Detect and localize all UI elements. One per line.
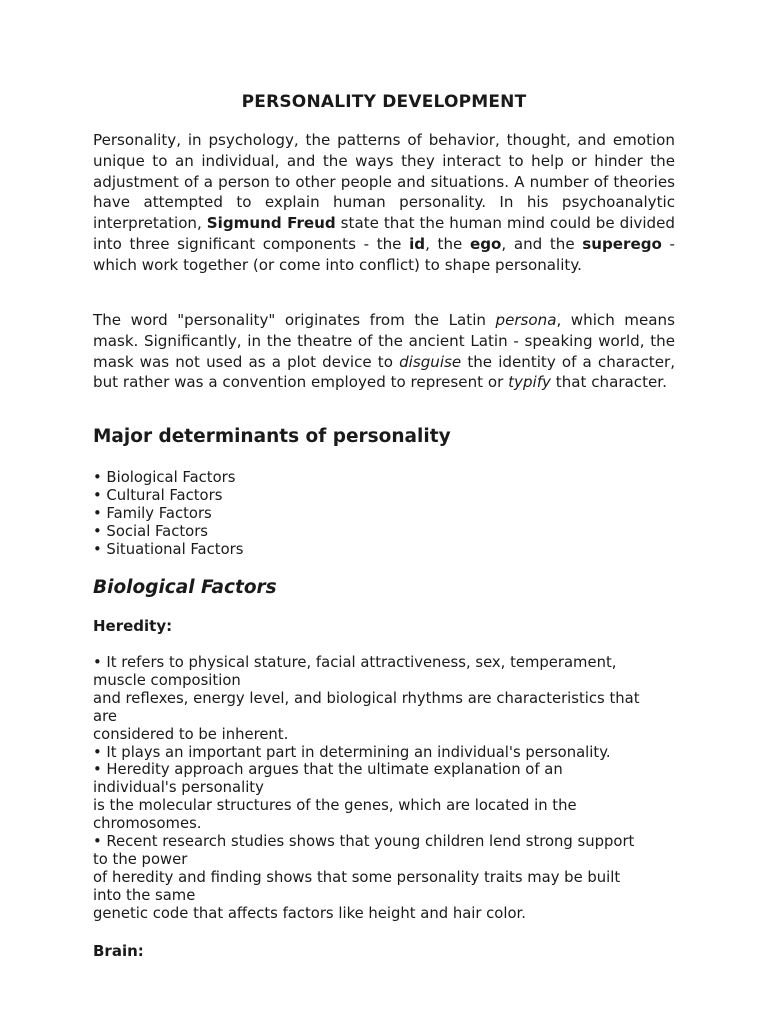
biological-factors-heading: Biological Factors	[93, 577, 277, 598]
text-line: considered to be inherent.	[93, 725, 289, 743]
page-title: PERSONALITY DEVELOPMENT	[241, 92, 527, 112]
term-persona: persona	[495, 311, 557, 329]
term-id: id	[409, 234, 426, 253]
intro-text-2: state that the human mind could be divided into three significant components - the	[93, 214, 675, 253]
term-ego: ego	[469, 234, 502, 253]
list-item: • Biological Factors	[93, 469, 236, 486]
heredity-heading: Heredity:	[93, 617, 173, 635]
text-line: genetic code that affects factors like height and hair color.	[93, 904, 526, 922]
text-line: individual's personality	[93, 779, 264, 797]
text-line: and reflexes, energy level, and biological rhythms are characteristics that	[93, 689, 640, 707]
determinants-heading: Major determinants of personality	[93, 426, 451, 447]
term-superego: superego	[582, 234, 662, 253]
intro-paragraph	[93, 130, 675, 276]
heredity-text	[93, 654, 693, 923]
text-line: • Recent research studies shows that young children lend strong support	[93, 833, 635, 851]
text-line: • Heredity approach argues that the ultimate explanation of an	[93, 761, 563, 779]
list-item: • Situational Factors	[93, 541, 244, 558]
text-line: of heredity and finding shows that some personality traits may be built	[93, 868, 621, 886]
intro-text-3: , the	[425, 234, 470, 253]
list-item: • Family Factors	[93, 505, 212, 522]
term-typify: typify	[508, 373, 551, 392]
origin-paragraph	[93, 310, 675, 393]
term-disguise: disguise	[399, 352, 462, 371]
text-line: • It refers to physical stature, facial attractiveness, sex, temperament,	[93, 654, 617, 671]
text-line: muscle composition	[93, 671, 241, 689]
intro-text-1: Personality, in psychology, the patterns of behavior, thought, and emotion unique to an individual, and the ways they interact to help or hinder the adjustment of a person to other people and situations. A number of theories have attempted to explain human personality. In his psychoanalytic interpretation,	[93, 131, 675, 233]
brain-heading: Brain:	[93, 942, 144, 960]
text-line: to the power	[93, 850, 188, 868]
origin-text-3: the identity of a character, but rather was a convention employed to represent or	[93, 352, 675, 392]
text-line: is the molecular structures of the genes, which are located in the	[93, 797, 577, 815]
text-line: • It plays an important part in determining an individual's personality.	[93, 743, 611, 761]
list-item: • Cultural Factors	[93, 487, 223, 504]
origin-text-4: that character.	[550, 373, 667, 392]
freud-name: Sigmund Freud	[206, 214, 336, 233]
text-line: into the same	[93, 886, 196, 904]
origin-text-1: The word "personality" originates from the Latin	[93, 311, 496, 329]
determinants-list	[93, 469, 243, 559]
intro-text-5: - which work together (or come into conflict) to shape personality.	[93, 234, 675, 274]
origin-text-2: , which means mask. Significantly, in the theatre of the ancient Latin - speaking world, the mask was not used as a plot device to	[93, 311, 675, 371]
text-line: chromosomes.	[93, 815, 202, 833]
list-item: • Social Factors	[93, 523, 209, 540]
intro-text-4: , and the	[501, 234, 583, 253]
text-line: are	[93, 707, 117, 725]
